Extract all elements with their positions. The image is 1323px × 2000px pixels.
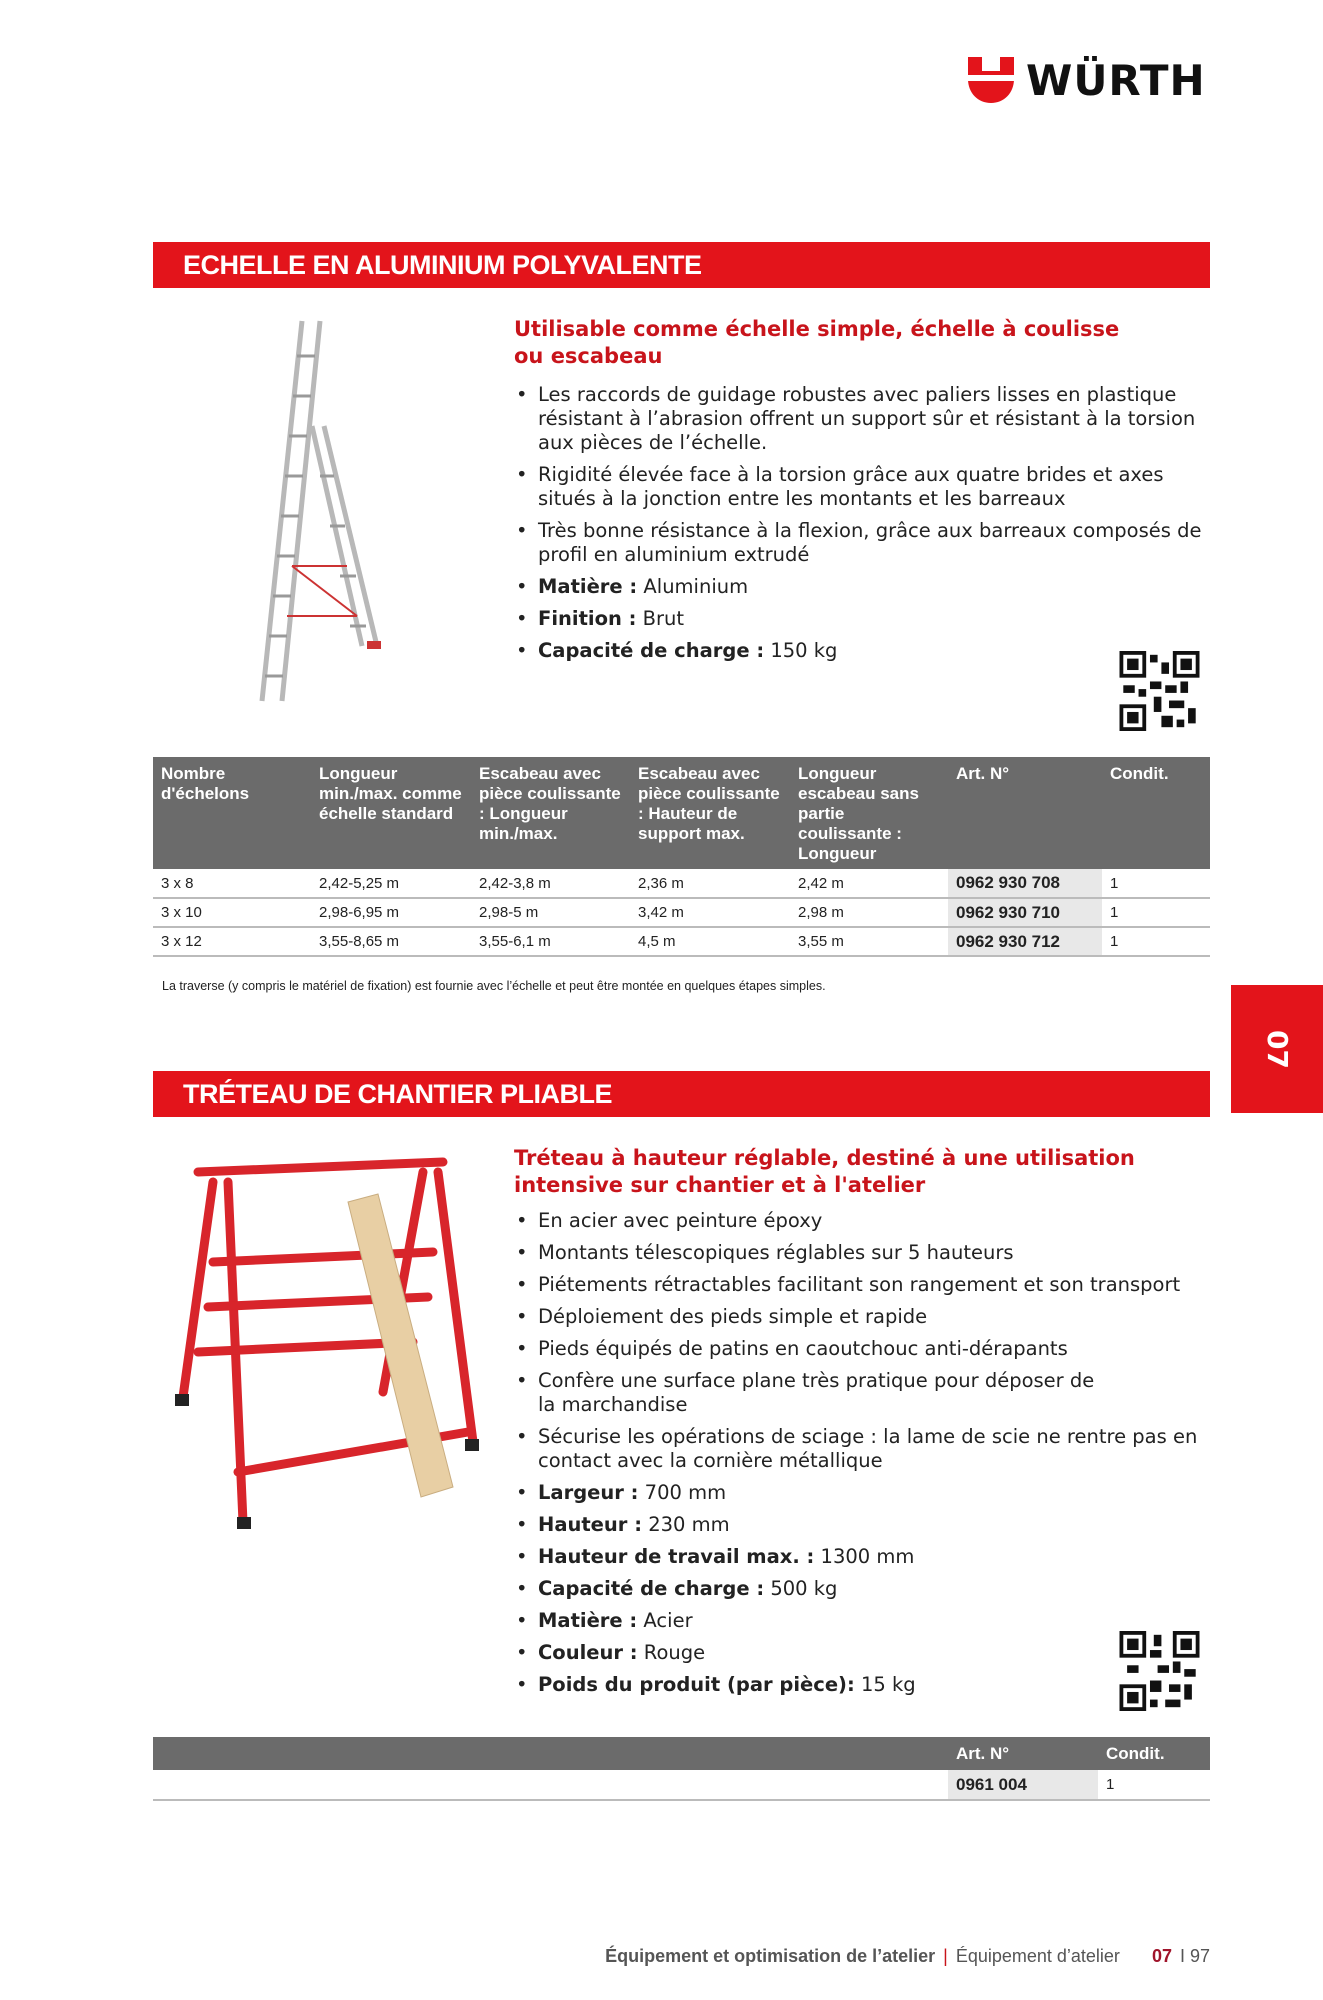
feature-item: • Déploiement des pieds simple et rapide [516,1305,1216,1329]
cell: 2,42 m [790,869,948,898]
spec-item: • Finition : Brut [516,607,1216,631]
col-header: Escabeau avec pièce coulissante : Longueur min./max. [471,757,630,869]
section-title-ladder: ECHELLE EN ALUMINIUM POLYVALENTE [153,242,1210,288]
table-row [153,927,1210,956]
article-number: 0962 930 710 [948,898,1102,927]
feature-item: • Piétements rétractables facilitant son rangement et son transport [516,1273,1216,1297]
footer-category: Équipement et optimisation de l’atelier [605,1946,936,1966]
cell: 3 x 8 [153,869,311,898]
cell: 1 [1102,869,1210,898]
cell: 1 [1098,1770,1210,1800]
feature-item: • Rigidité élevée face à la torsion grâce aux quatre brides et axes situés à la jonction entre les montants et les barreaux [516,463,1216,511]
col-header-empty [153,1737,948,1770]
col-header: Art. N° [948,1737,1098,1770]
cell-empty [153,1770,948,1800]
ladder-table [153,757,1210,957]
footer-separator: | [943,1946,948,1966]
cell: 1 [1102,898,1210,927]
spec-item: • Largeur : 700 mm [516,1481,1216,1505]
ladder-features [516,383,1216,671]
cell: 3,55-6,1 m [471,927,630,956]
section-title-trestle: TRÉTEAU DE CHANTIER PLIABLE [153,1071,1210,1117]
cell: 2,36 m [630,869,790,898]
spec-item: • Hauteur : 230 mm [516,1513,1216,1537]
feature-item: • Confère une surface plane très pratique pour déposer de la marchandise [516,1369,1116,1417]
feature-item: • En acier avec peinture époxy [516,1209,1216,1233]
footer-subcategory: Équipement d’atelier [955,1946,1120,1966]
ladder-image [242,316,402,711]
col-header: Escabeau avec pièce coulissante : Hauteur de support max. [630,757,790,869]
cell: 2,42-3,8 m [471,869,630,898]
table-row [153,869,1210,898]
cell: 1 [1102,927,1210,956]
wurth-logo [966,54,1216,106]
ladder-subtitle: Utilisable comme échelle simple, échelle à coulisse ou escabeau [514,317,1120,368]
col-header: Art. N° [948,757,1102,869]
table-row [153,898,1210,927]
col-header: Condit. [1102,757,1210,869]
spec-item: • Capacité de charge : 500 kg [516,1577,1216,1601]
cell: 4,5 m [630,927,790,956]
trestle-table [153,1737,1210,1801]
page-footer [520,1946,1210,1967]
col-header: Condit. [1098,1737,1210,1770]
spec-item: • Matière : Acier [516,1609,1216,1633]
chapter-tab-label: 07 [1260,1029,1294,1069]
spec-item: • Matière : Aluminium [516,575,1216,599]
feature-item: • Pieds équipés de patins en caoutchouc anti-dérapants [516,1337,1216,1361]
feature-item: • Sécurise les opérations de sciage : la lame de scie ne rentre pas en contact avec la cornière métallique [516,1425,1216,1473]
spec-item: • Hauteur de travail max. : 1300 mm [516,1545,1216,1569]
article-number: 0961 004 [948,1770,1098,1800]
ladder-note: La traverse (y compris le matériel de fixation) est fournie avec l’échelle et peut être montée en quelques étapes simples. [162,979,826,993]
feature-item: • Montants télescopiques réglables sur 5 hauteurs [516,1241,1216,1265]
cell: 3,55 m [790,927,948,956]
trestle-subtitle: Tréteau à hauteur réglable, destiné à une utilisation intensive sur chantier et à l'atelier [514,1146,1135,1197]
spec-item: • Capacité de charge : 150 kg [516,639,1216,663]
cell: 2,98-6,95 m [311,898,471,927]
cell: 3,42 m [630,898,790,927]
trestle-features [516,1209,1216,1705]
cell: 2,42-5,25 m [311,869,471,898]
cell: 3 x 10 [153,898,311,927]
feature-item: • Très bonne résistance à la flexion, grâce aux barreaux composés de profil en aluminium extrudé [516,519,1216,567]
cell: 3,55-8,65 m [311,927,471,956]
chapter-tab[interactable] [1231,985,1323,1113]
article-number: 0962 930 712 [948,927,1102,956]
wurth-logo-icon [966,55,1016,105]
table-row [153,1770,1210,1800]
spec-item: • Couleur : Rouge [516,1641,1216,1665]
cell: 2,98-5 m [471,898,630,927]
article-number: 0962 930 708 [948,869,1102,898]
qr-code-trestle[interactable] [1119,1631,1200,1711]
footer-page-number: I 97 [1179,1946,1210,1966]
feature-item: • Les raccords de guidage robustes avec paliers lisses en plastique résistant à l’abrasion offrent un support sûr et résistant à la torsion aux pièces de l’échelle. [516,383,1216,455]
col-header: Longueur min./max. comme échelle standard [311,757,471,869]
qr-code-ladder[interactable] [1119,651,1200,731]
footer-chapter: 07 [1151,1946,1172,1966]
col-header: Nombre d'échelons [153,757,311,869]
cell: 2,98 m [790,898,948,927]
cell: 3 x 12 [153,927,311,956]
col-header: Longueur escabeau sans partie coulissante : Longueur [790,757,948,869]
trestle-image [153,1142,488,1542]
spec-item: • Poids du produit (par pièce): 15 kg [516,1673,1216,1697]
brand-name: WÜRTH [1026,55,1206,105]
